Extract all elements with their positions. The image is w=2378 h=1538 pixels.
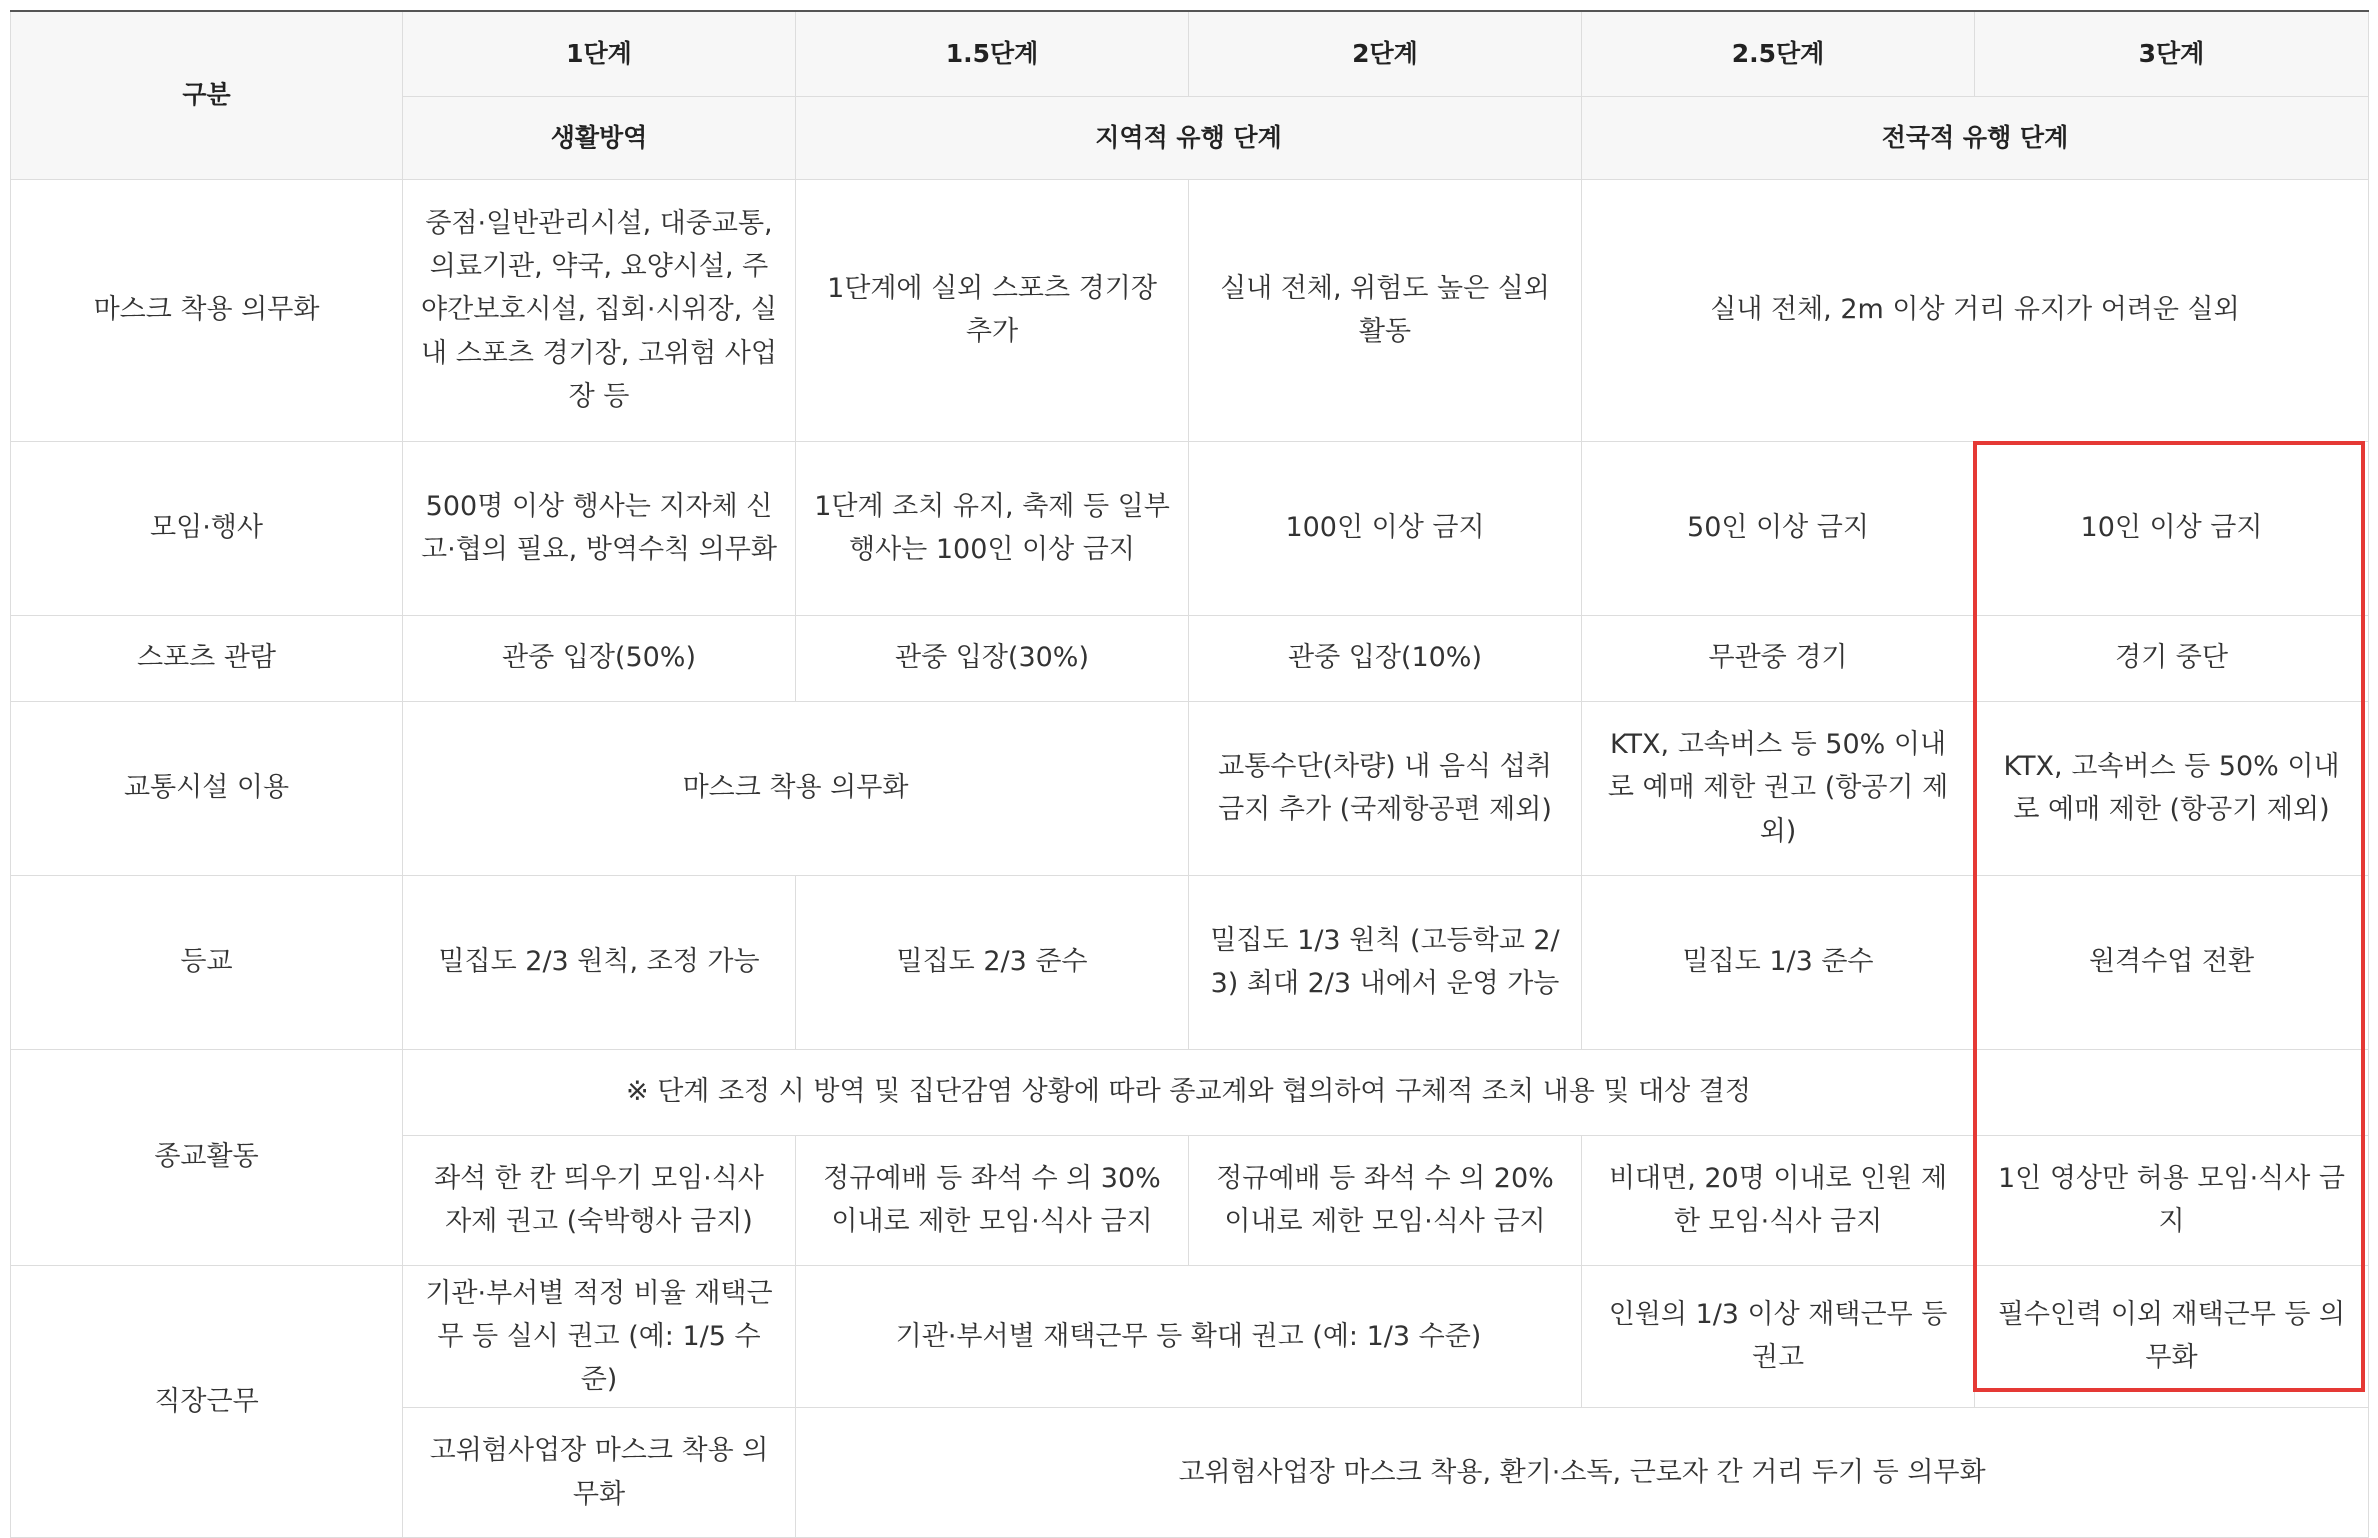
social-distancing-table [10,10,2369,1538]
mask-level-2: 실내 전체, 위험도 높은 실외 활동 [1189,179,1582,441]
work-level-1-5-2: 기관·부서별 재택근무 등 확대 권고 (예: 1/3 수준) [796,1265,1582,1408]
sports-level-2-5: 무관중 경기 [1582,615,1975,701]
header-group-daily: 생활방역 [403,96,796,179]
header-level-1-5: 1.5단계 [796,11,1189,96]
religion-level-2: 정규예배 등 좌석 수 의 20% 이내로 제한 모임·식사 금지 [1189,1135,1582,1265]
row-label-transport: 교통시설 이용 [11,701,403,875]
mask-level-1-5: 1단계에 실외 스포츠 경기장 추가 [796,179,1189,441]
table-row-school [11,875,2369,1049]
gathering-level-1-5: 1단계 조치 유지, 축제 등 일부 행사는 100인 이상 금지 [796,441,1189,615]
work-level-3: 필수인력 이외 재택근무 등 의무화 [1975,1265,2369,1408]
religion-note-level-3 [1975,1049,2369,1135]
header-group-national: 전국적 유행 단계 [1582,96,2369,179]
gathering-level-3: 10인 이상 금지 [1975,441,2369,615]
mask-level-2-5-3: 실내 전체, 2m 이상 거리 유지가 어려운 실외 [1582,179,2369,441]
header-row-levels [11,11,2369,96]
gathering-level-2-5: 50인 이상 금지 [1582,441,1975,615]
school-level-1: 밀집도 2/3 원칙, 조정 가능 [403,875,796,1049]
gathering-level-1: 500명 이상 행사는 지자체 신고·협의 필요, 방역수칙 의무화 [403,441,796,615]
sports-level-1-5: 관중 입장(30%) [796,615,1189,701]
gathering-level-2: 100인 이상 금지 [1189,441,1582,615]
table-row-religion-note [11,1049,2369,1135]
table-row-transport [11,701,2369,875]
row-label-religion: 종교활동 [11,1049,403,1265]
transport-level-3: KTX, 고속버스 등 50% 이내로 예매 제한 (항공기 제외) [1975,701,2369,875]
religion-note: ※ 단계 조정 시 방역 및 집단감염 상황에 따라 종교계와 협의하여 구체적 조치 내용 및 대상 결정 [403,1049,1975,1135]
work-mask-level-1: 고위험사업장 마스크 착용 의무화 [403,1408,796,1538]
header-category: 구분 [11,11,403,179]
table-row-work [11,1265,2369,1408]
row-label-work: 직장근무 [11,1265,403,1538]
transport-level-2: 교통수단(차량) 내 음식 섭취 금지 추가 (국제항공편 제외) [1189,701,1582,875]
work-level-1: 기관·부서별 적정 비율 재택근무 등 실시 권고 (예: 1/5 수준) [403,1265,796,1408]
row-label-sports: 스포츠 관람 [11,615,403,701]
header-level-1: 1단계 [403,11,796,96]
work-level-2-5: 인원의 1/3 이상 재택근무 등 권고 [1582,1265,1975,1408]
school-level-3: 원격수업 전환 [1975,875,2369,1049]
sports-level-3: 경기 중단 [1975,615,2369,701]
religion-level-2-5: 비대면, 20명 이내로 인원 제한 모임·식사 금지 [1582,1135,1975,1265]
mask-level-1: 중점·일반관리시설, 대중교통, 의료기관, 약국, 요양시설, 주야간보호시설, 집회·시위장, 실내 스포츠 경기장, 고위험 사업장 등 [403,179,796,441]
row-label-gathering: 모임·행사 [11,441,403,615]
table-row-mask [11,179,2369,441]
transport-level-2-5: KTX, 고속버스 등 50% 이내로 예매 제한 권고 (항공기 제외) [1582,701,1975,875]
religion-level-1-5: 정규예배 등 좌석 수 의 30% 이내로 제한 모임·식사 금지 [796,1135,1189,1265]
work-mask-level-1-5-3: 고위험사업장 마스크 착용, 환기·소독, 근로자 간 거리 두기 등 의무화 [796,1408,2369,1538]
header-level-2-5: 2.5단계 [1582,11,1975,96]
table-row-sports [11,615,2369,701]
row-label-school: 등교 [11,875,403,1049]
school-level-2: 밀집도 1/3 원칙 (고등학교 2/3) 최대 2/3 내에서 운영 가능 [1189,875,1582,1049]
religion-level-3: 1인 영상만 허용 모임·식사 금지 [1975,1135,2369,1265]
header-group-regional: 지역적 유행 단계 [796,96,1582,179]
table-row-gathering [11,441,2369,615]
school-level-2-5: 밀집도 1/3 준수 [1582,875,1975,1049]
header-level-3: 3단계 [1975,11,2369,96]
religion-level-1: 좌석 한 칸 띄우기 모임·식사 자제 권고 (숙박행사 금지) [403,1135,796,1265]
sports-level-2: 관중 입장(10%) [1189,615,1582,701]
transport-level-1-1-5: 마스크 착용 의무화 [403,701,1189,875]
header-level-2: 2단계 [1189,11,1582,96]
row-label-mask: 마스크 착용 의무화 [11,179,403,441]
sports-level-1: 관중 입장(50%) [403,615,796,701]
school-level-1-5: 밀집도 2/3 준수 [796,875,1189,1049]
